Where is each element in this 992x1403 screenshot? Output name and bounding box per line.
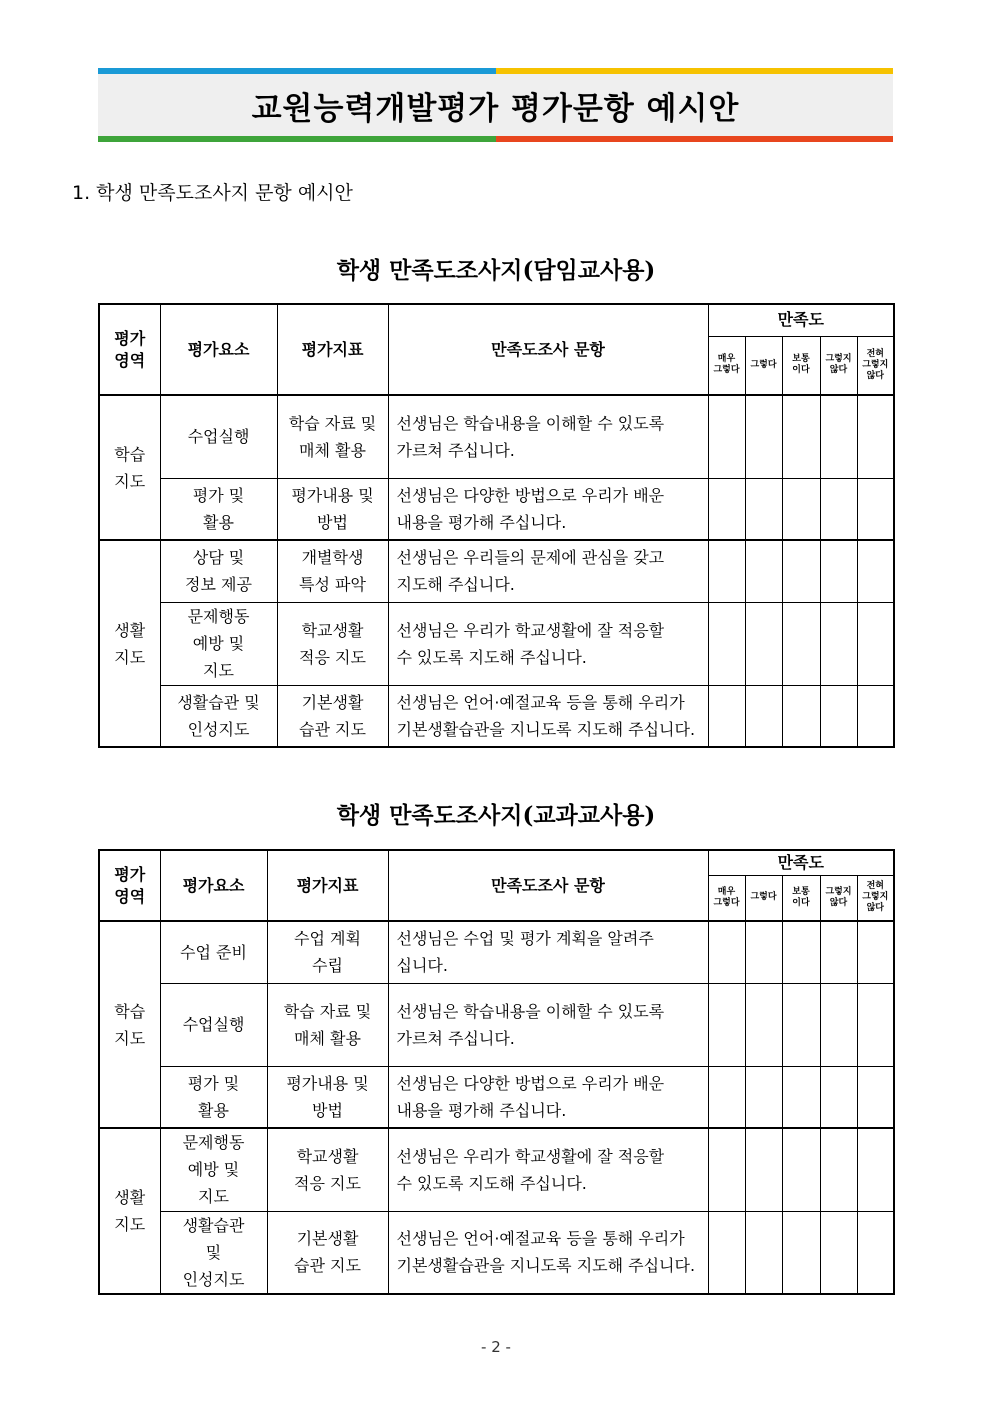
indicator-cell: 기본생활 습관 지도	[277, 685, 388, 747]
element-cell: 상담 및 정보 제공	[160, 540, 277, 602]
question-cell: 선생님은 우리들의 문제에 관심을 갖고 지도해 주십니다.	[388, 540, 708, 602]
rating-cell-2[interactable]	[745, 1128, 782, 1211]
rating-cell-1[interactable]	[708, 1066, 745, 1128]
area-cell: 생활 지도	[99, 540, 160, 747]
header-area: 평가 영역	[99, 850, 160, 921]
survey-table-subject	[98, 849, 895, 1295]
rating-cell-3[interactable]	[782, 1211, 820, 1294]
header-element: 평가요소	[160, 850, 267, 921]
table-row	[99, 1128, 894, 1211]
header-scale-3: 보통 이다	[782, 875, 820, 921]
header-indicator: 평가지표	[267, 850, 388, 921]
rating-cell-5[interactable]	[857, 478, 894, 540]
question-cell: 선생님은 학습내용을 이해할 수 있도록 가르쳐 주십니다.	[388, 983, 708, 1066]
title-banner	[98, 68, 893, 142]
header-question: 만족도조사 문항	[388, 850, 708, 921]
table-row	[99, 685, 894, 747]
rating-cell-5[interactable]	[857, 395, 894, 478]
question-cell: 선생님은 언어·예절교육 등을 통해 우리가 기본생활습관을 지니도록 지도해 주십니다.	[388, 685, 708, 747]
rating-cell-2[interactable]	[745, 1211, 782, 1294]
header-scale-4: 그렇지 않다	[820, 875, 857, 921]
table-row	[99, 983, 894, 1066]
rating-cell-1[interactable]	[708, 478, 745, 540]
indicator-cell: 학습 자료 및 매체 활용	[277, 395, 388, 478]
rating-cell-4[interactable]	[820, 983, 857, 1066]
rating-cell-3[interactable]	[782, 685, 820, 747]
table-row	[99, 1066, 894, 1128]
rating-cell-4[interactable]	[820, 395, 857, 478]
stripe-green	[98, 136, 496, 142]
area-cell: 학습 지도	[99, 395, 160, 540]
rating-cell-3[interactable]	[782, 921, 820, 983]
rating-cell-2[interactable]	[745, 921, 782, 983]
header-scale-4: 그렇지 않다	[820, 336, 857, 395]
rating-cell-3[interactable]	[782, 1128, 820, 1211]
element-cell: 수업실행	[160, 983, 267, 1066]
question-cell: 선생님은 수업 및 평가 계획을 알려주 십니다.	[388, 921, 708, 983]
header-element: 평가요소	[160, 304, 277, 395]
banner-box	[98, 74, 893, 136]
table-row	[99, 478, 894, 540]
rating-cell-1[interactable]	[708, 395, 745, 478]
survey-table-homeroom	[98, 303, 895, 748]
rating-cell-5[interactable]	[857, 1128, 894, 1211]
indicator-cell: 학습 자료 및 매체 활용	[267, 983, 388, 1066]
rating-cell-5[interactable]	[857, 602, 894, 685]
rating-cell-2[interactable]	[745, 478, 782, 540]
header-question: 만족도조사 문항	[388, 304, 708, 395]
rating-cell-4[interactable]	[820, 921, 857, 983]
rating-cell-1[interactable]	[708, 1128, 745, 1211]
rating-cell-4[interactable]	[820, 1128, 857, 1211]
rating-cell-4[interactable]	[820, 1066, 857, 1128]
rating-cell-2[interactable]	[745, 1066, 782, 1128]
rating-cell-1[interactable]	[708, 540, 745, 602]
rating-cell-4[interactable]	[820, 478, 857, 540]
element-cell: 문제행동 예방 및 지도	[160, 602, 277, 685]
rating-cell-1[interactable]	[708, 602, 745, 685]
element-cell: 문제행동 예방 및 지도	[160, 1128, 267, 1211]
rating-cell-1[interactable]	[708, 921, 745, 983]
question-cell: 선생님은 다양한 방법으로 우리가 배운 내용을 평가해 주십니다.	[388, 1066, 708, 1128]
table-row	[99, 921, 894, 983]
indicator-cell: 기본생활 습관 지도	[267, 1211, 388, 1294]
element-cell: 수업실행	[160, 395, 277, 478]
rating-cell-3[interactable]	[782, 478, 820, 540]
header-scale-5: 전혀 그렇지 않다	[857, 336, 894, 395]
question-cell: 선생님은 학습내용을 이해할 수 있도록 가르쳐 주십니다.	[388, 395, 708, 478]
document-title: 교원능력개발평가 평가문항 예시안	[251, 90, 740, 127]
rating-cell-1[interactable]	[708, 1211, 745, 1294]
header-area: 평가 영역	[99, 304, 160, 395]
rating-cell-2[interactable]	[745, 685, 782, 747]
indicator-cell: 평가내용 및 방법	[267, 1066, 388, 1128]
element-cell: 생활습관 및 인성지도	[160, 685, 277, 747]
rating-cell-2[interactable]	[745, 983, 782, 1066]
rating-cell-5[interactable]	[857, 685, 894, 747]
table-row	[99, 395, 894, 478]
rating-cell-5[interactable]	[857, 983, 894, 1066]
indicator-cell: 평가내용 및 방법	[277, 478, 388, 540]
table-title-subject: 학생 만족도조사지(교과교사용)	[336, 802, 656, 829]
rating-cell-5[interactable]	[857, 1211, 894, 1294]
rating-cell-2[interactable]	[745, 395, 782, 478]
rating-cell-2[interactable]	[745, 602, 782, 685]
rating-cell-4[interactable]	[820, 1211, 857, 1294]
rating-cell-3[interactable]	[782, 395, 820, 478]
question-cell: 선생님은 언어·예절교육 등을 통해 우리가 기본생활습관을 지니도록 지도해 주십니다.	[388, 1211, 708, 1294]
header-satisfaction: 만족도	[708, 850, 894, 875]
table-row	[99, 602, 894, 685]
rating-cell-4[interactable]	[820, 685, 857, 747]
rating-cell-1[interactable]	[708, 685, 745, 747]
section-heading: 1. 학생 만족도조사지 문항 예시안	[72, 182, 353, 204]
header-satisfaction: 만족도	[708, 304, 894, 336]
page-number: - 2 -	[481, 1338, 511, 1356]
rating-cell-3[interactable]	[782, 602, 820, 685]
header-scale-5: 전혀 그렇지 않다	[857, 875, 894, 921]
rating-cell-5[interactable]	[857, 1066, 894, 1128]
header-scale-1: 매우 그렇다	[708, 875, 745, 921]
indicator-cell: 학교생활 적응 지도	[277, 602, 388, 685]
rating-cell-5[interactable]	[857, 540, 894, 602]
banner-bottom-stripe	[98, 136, 893, 142]
rating-cell-4[interactable]	[820, 602, 857, 685]
table-title-homeroom: 학생 만족도조사지(담임교사용)	[336, 257, 656, 284]
element-cell: 평가 및 활용	[160, 478, 277, 540]
area-cell: 학습 지도	[99, 921, 160, 1128]
element-cell: 생활습관 및 인성지도	[160, 1211, 267, 1294]
area-cell: 생활 지도	[99, 1128, 160, 1294]
question-cell: 선생님은 우리가 학교생활에 잘 적응할 수 있도록 지도해 주십니다.	[388, 1128, 708, 1211]
indicator-cell: 수업 계획 수립	[267, 921, 388, 983]
header-scale-3: 보통 이다	[782, 336, 820, 395]
indicator-cell: 학교생활 적응 지도	[267, 1128, 388, 1211]
question-cell: 선생님은 우리가 학교생활에 잘 적응할 수 있도록 지도해 주십니다.	[388, 602, 708, 685]
indicator-cell: 개별학생 특성 파악	[277, 540, 388, 602]
rating-cell-3[interactable]	[782, 1066, 820, 1128]
table-row	[99, 1211, 894, 1294]
header-scale-2: 그렇다	[745, 875, 782, 921]
table-row	[99, 540, 894, 602]
rating-cell-1[interactable]	[708, 983, 745, 1066]
rating-cell-5[interactable]	[857, 921, 894, 983]
rating-cell-3[interactable]	[782, 983, 820, 1066]
element-cell: 수업 준비	[160, 921, 267, 983]
rating-cell-4[interactable]	[820, 540, 857, 602]
rating-cell-3[interactable]	[782, 540, 820, 602]
element-cell: 평가 및 활용	[160, 1066, 267, 1128]
header-scale-1: 매우 그렇다	[708, 336, 745, 395]
rating-cell-2[interactable]	[745, 540, 782, 602]
stripe-red	[496, 136, 894, 142]
header-scale-2: 그렇다	[745, 336, 782, 395]
header-indicator: 평가지표	[277, 304, 388, 395]
question-cell: 선생님은 다양한 방법으로 우리가 배운 내용을 평가해 주십니다.	[388, 478, 708, 540]
